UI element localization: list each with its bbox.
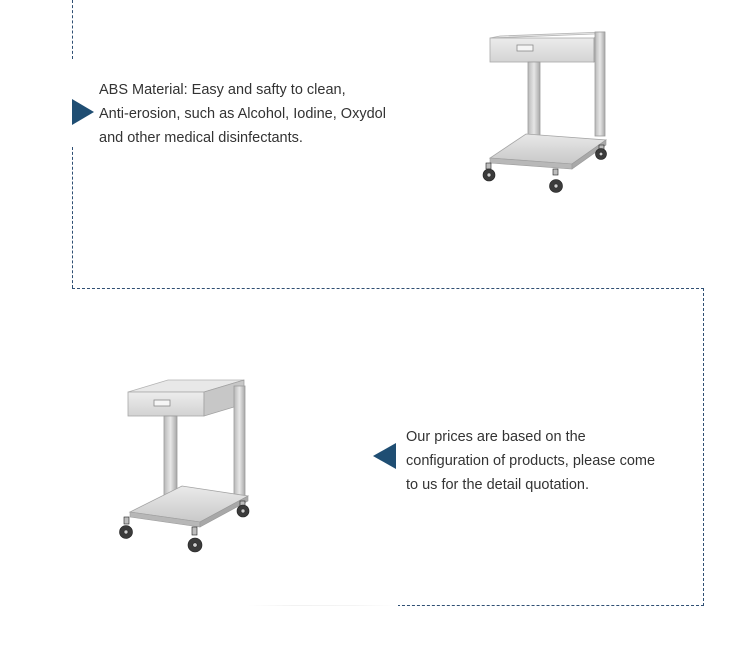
- frame-left-lower: [72, 147, 73, 288]
- feature-2-line: configuration of products, please come: [406, 453, 656, 469]
- feature-1-line: ABS Material: Easy and safty to clean,: [99, 82, 346, 98]
- triangle-left-icon: [373, 443, 396, 469]
- frame-bottom-fade: [248, 605, 398, 606]
- product-cart-image-2: [112, 372, 258, 564]
- triangle-right-icon: [72, 99, 94, 125]
- frame-bottom: [392, 605, 704, 606]
- frame-top-divider: [72, 288, 704, 289]
- frame-left-upper: [72, 0, 73, 59]
- feature-1-line: Anti-erosion, such as Alcohol, Iodine, Oxydol: [99, 106, 386, 122]
- feature-2-line: to us for the detail quotation.: [406, 477, 589, 493]
- frame-right: [703, 288, 704, 606]
- product-cart-image-1: [476, 28, 616, 200]
- feature-2-text: [406, 425, 655, 497]
- feature-1-text: [99, 78, 386, 150]
- feature-1-line: and other medical disinfectants.: [99, 130, 303, 146]
- feature-2-line: Our prices are based on the: [406, 429, 586, 445]
